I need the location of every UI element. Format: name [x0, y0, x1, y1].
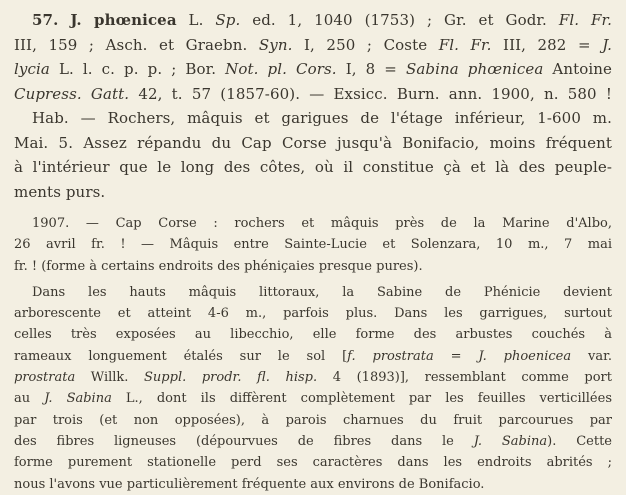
observation-line: 26 avril fr. ! — Mâquis entre Sainte-Lucie et Solenzara, 10 m., 7 mai [14, 237, 612, 253]
text-segment: nous l'avons vue particulièrement fréquente aux environs de Bonifacio. [14, 476, 485, 492]
italic-segment: Cupress. Gatt. [14, 84, 130, 103]
species-name: J. phœnicea [70, 11, 177, 29]
discussion-line [14, 346, 612, 367]
text-segment: 4 (1893)], ressemblant comme port [317, 370, 612, 386]
text-segment: rameaux longuement étalés sur le sol [ [14, 348, 348, 364]
habitat-line: Mai. 5. Assez répandu du Cap Corse jusqu'à Bonifacio, moins fréquent [14, 133, 612, 152]
text-segment: arborescente et atteint 4-6 m., parfois plus. Dans les garrigues, surtout [14, 306, 612, 322]
discussion-line [14, 474, 612, 495]
discussion-line [14, 282, 612, 303]
habitat-line: à l'intérieur que le long des côtes, où il constitue çà et là des peuple- [14, 158, 612, 176]
discussion-line [14, 452, 612, 473]
text-segment: III, 282 = [491, 35, 603, 54]
text-segment: ). Cette [547, 433, 612, 449]
italic-segment: Not. pl. Cors. [225, 60, 337, 78]
text-segment: des fibres ligneuses (dépourvues de fibres dans le [14, 433, 474, 449]
species-number: 57. [32, 11, 59, 29]
italic-segment: J. phoenicea [478, 348, 572, 364]
discussion-line [14, 388, 612, 409]
entry-line-4 [14, 82, 612, 107]
italic-segment: J. [602, 35, 612, 54]
italic-segment: J. Sabina [473, 433, 548, 449]
text-segment: L. [176, 11, 216, 29]
italic-segment: Sp. [215, 11, 241, 29]
text-segment: III, 159 ; Asch. et Graebn. [14, 35, 259, 54]
text-segment: I, 250 ; Coste [292, 35, 439, 54]
italic-segment: Suppl. prodr. fl. hisp. [144, 370, 318, 386]
text-segment: Dans les hauts mâquis littoraux, la Sabine de Phénicie devient [32, 284, 612, 300]
italic-segment: Fl. Fr. [558, 11, 612, 29]
observations-1907-paragraph [14, 213, 612, 277]
discussion-line [14, 410, 612, 431]
text-segment: par trois (et non opposées), à parois charnues du fruit parcourues par [14, 412, 612, 428]
observation-line: fr. ! (forme à certains endroits des phéniçaies presque pures). [14, 258, 423, 274]
text-segment: Willk. [75, 370, 145, 386]
discussion-line [14, 431, 612, 452]
italic-segment: lycia [14, 60, 50, 78]
discussion-line [14, 367, 612, 388]
italic-segment: Syn. [258, 35, 293, 54]
species-entry [14, 8, 612, 106]
text-segment: celles très exposées au libecchio, elle forme des arbustes couchés à [14, 327, 612, 343]
entry-line-1-text [177, 11, 612, 29]
text-segment: I, 8 = [336, 60, 406, 78]
discussion-paragraph [14, 282, 612, 495]
text-segment: ed. 1, 1040 (1753) ; Gr. et Godr. [240, 11, 559, 29]
discussion-line [14, 303, 612, 324]
text-segment: L. l. c. p. p. ; Bor. [49, 60, 226, 78]
entry-line-3 [14, 57, 612, 82]
text-segment: var. [571, 348, 612, 364]
text-segment: 42, t. 57 (1857-60). — Exsicc. Burn. ann. 1900, n. 580 ! [129, 84, 612, 103]
discussion-line [14, 324, 612, 345]
text-segment: forme purement stationelle perd ses caractères dans les endroits abrités ; [14, 455, 612, 471]
habitat-line: Hab. — Rochers, mâquis et garigues de l'étage inférieur, 1-600 m. [32, 109, 612, 127]
text-segment: au [14, 391, 45, 407]
observation-line: 1907. — Cap Corse : rochers et mâquis près de la Marine d'Albo, [32, 216, 612, 231]
text-segment: = [433, 348, 479, 364]
italic-segment: Sabina phœnicea [405, 60, 544, 78]
text-segment: L., dont ils diffèrent complètement par les feuilles verticillées [111, 391, 612, 407]
italic-segment: Fl. Fr. [438, 35, 492, 54]
entry-line-1 [14, 8, 612, 33]
italic-segment: f. prostrata [347, 348, 434, 364]
entry-line-2 [14, 33, 612, 58]
text-segment: Antoine [543, 60, 612, 78]
italic-segment: prostrata [14, 370, 76, 386]
habitat-paragraph [14, 106, 612, 204]
italic-segment: J. Sabina [44, 391, 112, 407]
habitat-line: ments purs. [14, 182, 106, 201]
